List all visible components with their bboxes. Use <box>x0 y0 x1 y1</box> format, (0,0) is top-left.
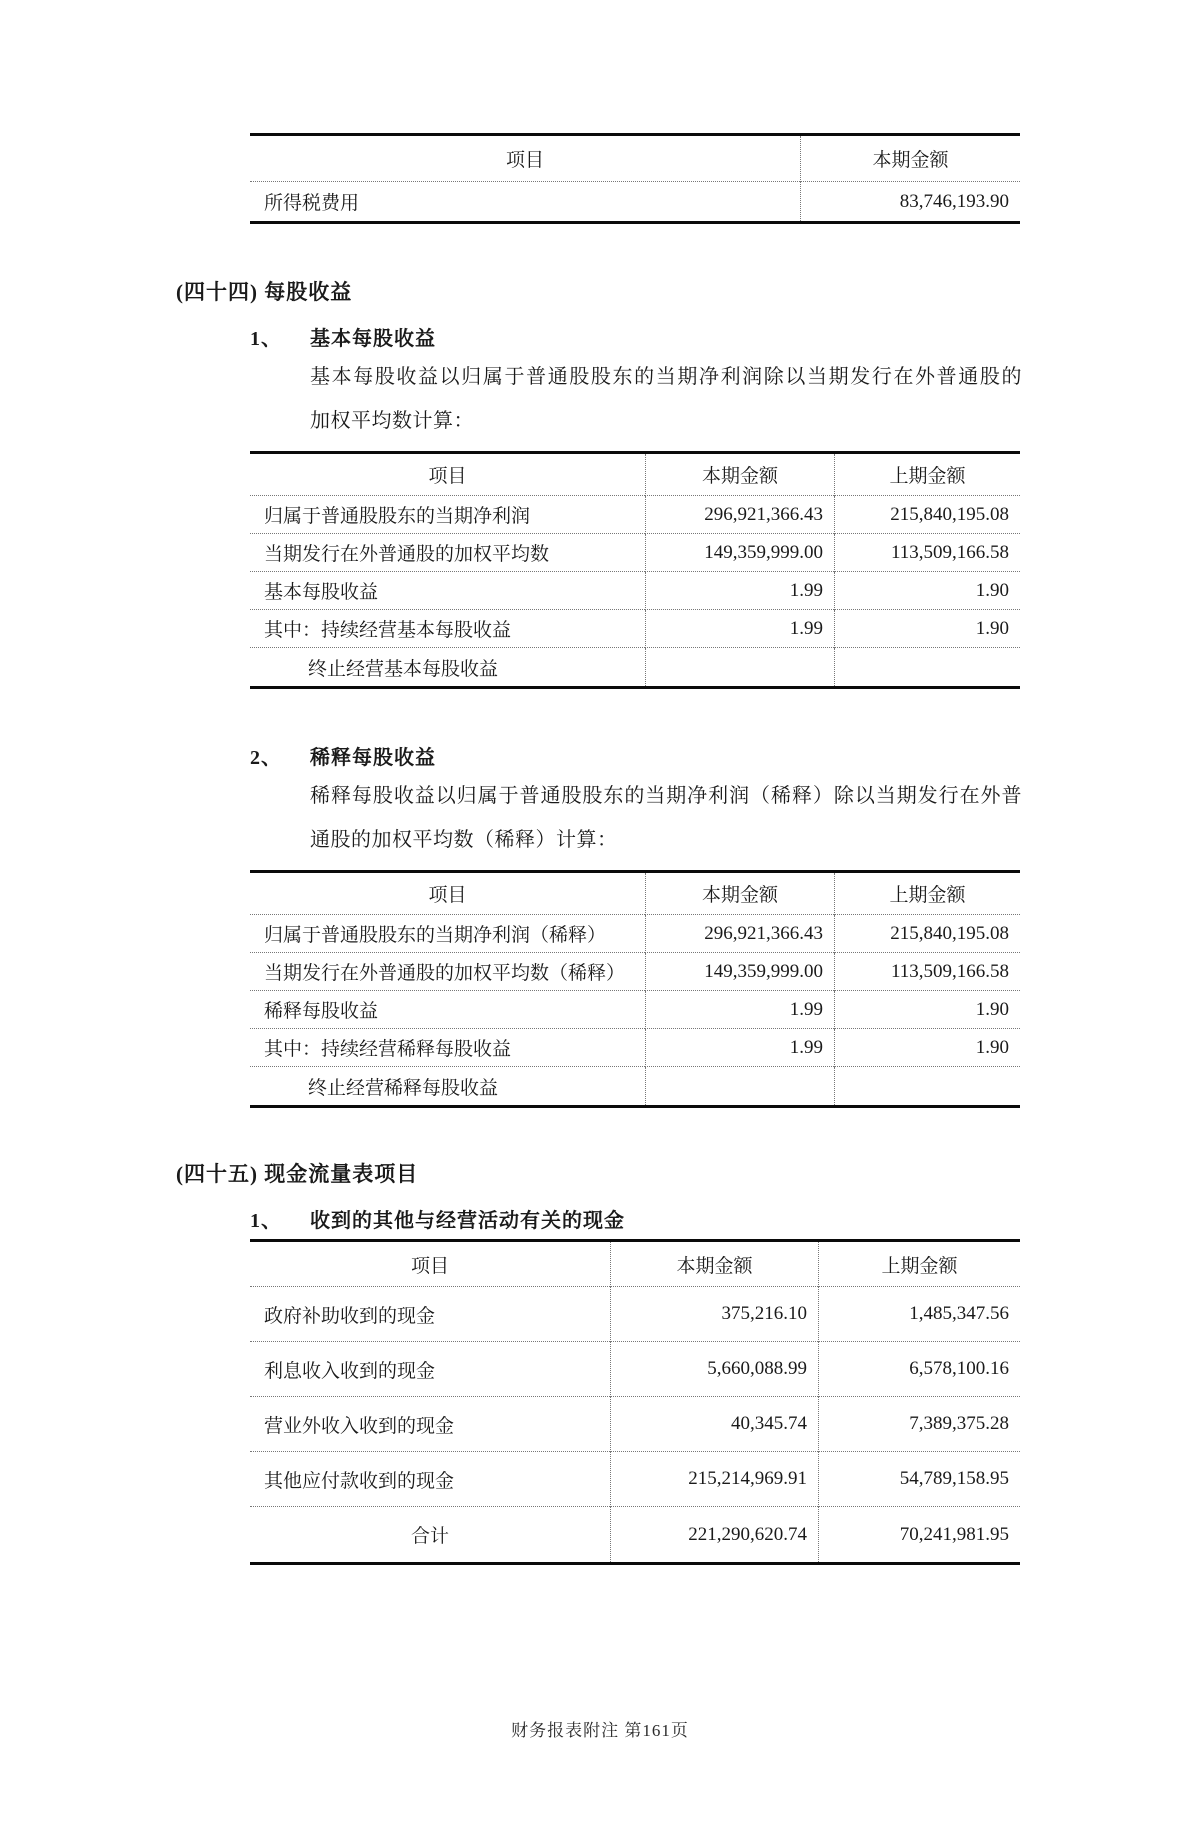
value-prior: 215,840,195.08 <box>834 915 1020 953</box>
diluted-eps-table <box>250 870 1020 1108</box>
row-label: 终止经营基本每股收益 <box>308 658 499 680</box>
value-prior: 7,389,375.28 <box>818 1397 1020 1452</box>
subsection-title: 稀释每股收益 <box>310 747 436 769</box>
column-header-current-amount: 本期金额 <box>800 136 1020 182</box>
column-header-current-amount: 本期金额 <box>645 454 834 496</box>
income-tax-table <box>250 133 1020 224</box>
value-current: 40,345.74 <box>610 1397 818 1452</box>
section-heading-eps: (四十四) 每股收益 <box>176 280 353 304</box>
row-label: 利息收入收到的现金 <box>250 1342 610 1397</box>
row-label: 当期发行在外普通股的加权平均数（稀释） <box>250 953 645 991</box>
value-prior: 215,840,195.08 <box>834 496 1020 534</box>
column-header-current-amount: 本期金额 <box>610 1242 818 1287</box>
column-header-item: 项目 <box>250 1242 610 1287</box>
diluted-eps-description <box>310 774 1022 862</box>
basic-eps-table <box>250 451 1020 689</box>
row-label: 稀释每股收益 <box>250 991 645 1029</box>
row-label-income-tax: 所得税费用 <box>264 193 360 214</box>
value-prior: 54,789,158.95 <box>818 1452 1020 1507</box>
description-line: 稀释每股收益以归属于普通股股东的当期净利润（稀释）除以当期发行在外普 <box>310 785 1022 807</box>
row-label: 归属于普通股股东的当期净利润（稀释） <box>250 915 645 953</box>
value-total-prior: 70,241,981.95 <box>818 1507 1020 1562</box>
value-prior: 1.90 <box>834 610 1020 648</box>
value-income-tax-current: 83,746,193.90 <box>800 182 1020 221</box>
value-prior: 6,578,100.16 <box>818 1342 1020 1397</box>
page-footer: 财务报表附注 第161页 <box>511 1721 689 1740</box>
row-label: 终止经营稀释每股收益 <box>308 1077 499 1099</box>
row-label: 归属于普通股股东的当期净利润 <box>250 496 645 534</box>
column-header-current-amount: 本期金额 <box>645 873 834 915</box>
value-current: 215,214,969.91 <box>610 1452 818 1507</box>
row-label: 基本每股收益 <box>250 572 645 610</box>
row-label: 其中：持续经营稀释每股收益 <box>250 1029 645 1067</box>
value-current: 1.99 <box>645 610 834 648</box>
row-label: 其中：持续经营基本每股收益 <box>250 610 645 648</box>
section-heading-cashflow: (四十五) 现金流量表项目 <box>176 1162 419 1186</box>
subsection-title: 收到的其他与经营活动有关的现金 <box>310 1210 625 1232</box>
value-current: 149,359,999.00 <box>645 534 834 572</box>
value-prior: 113,509,166.58 <box>834 534 1020 572</box>
value-current: 149,359,999.00 <box>645 953 834 991</box>
column-header-prior-amount: 上期金额 <box>834 873 1020 915</box>
column-header-item: 项目 <box>250 136 800 182</box>
subsection-index: 1、 <box>250 1210 282 1232</box>
subsection-index: 1、 <box>250 328 282 350</box>
value-current <box>645 648 834 686</box>
subsection-index: 2、 <box>250 747 282 769</box>
value-prior: 1.90 <box>834 991 1020 1029</box>
value-prior <box>834 648 1020 686</box>
value-prior: 113,509,166.58 <box>834 953 1020 991</box>
value-current <box>645 1067 834 1105</box>
subsection-heading-diluted-eps <box>250 741 1200 770</box>
column-header-item: 项目 <box>250 873 645 915</box>
subsection-heading-basic-eps <box>250 322 1200 351</box>
row-label: 政府补助收到的现金 <box>250 1287 610 1342</box>
row-label-total: 合计 <box>410 1526 449 1547</box>
value-current: 296,921,366.43 <box>645 496 834 534</box>
value-prior: 1.90 <box>834 1029 1020 1067</box>
subsection-heading-other-cash <box>250 1204 1200 1233</box>
value-prior <box>834 1067 1020 1105</box>
basic-eps-description <box>310 355 1022 443</box>
value-prior: 1,485,347.56 <box>818 1287 1020 1342</box>
other-operating-cash-table <box>250 1239 1020 1565</box>
row-label: 其他应付款收到的现金 <box>250 1452 610 1507</box>
column-header-prior-amount: 上期金额 <box>834 454 1020 496</box>
value-total-current: 221,290,620.74 <box>610 1507 818 1562</box>
value-prior: 1.90 <box>834 572 1020 610</box>
description-line: 加权平均数计算： <box>310 410 474 432</box>
column-header-item: 项目 <box>250 454 645 496</box>
description-line: 通股的加权平均数（稀释）计算： <box>310 829 618 851</box>
value-current: 1.99 <box>645 1029 834 1067</box>
row-label: 营业外收入收到的现金 <box>250 1397 610 1452</box>
subsection-title: 基本每股收益 <box>310 328 436 350</box>
value-current: 5,660,088.99 <box>610 1342 818 1397</box>
value-current: 375,216.10 <box>610 1287 818 1342</box>
column-header-prior-amount: 上期金额 <box>818 1242 1020 1287</box>
value-current: 1.99 <box>645 991 834 1029</box>
value-current: 1.99 <box>645 572 834 610</box>
value-current: 296,921,366.43 <box>645 915 834 953</box>
document-page <box>0 133 1200 1829</box>
description-line: 基本每股收益以归属于普通股股东的当期净利润除以当期发行在外普通股的 <box>310 366 1022 388</box>
row-label: 当期发行在外普通股的加权平均数 <box>250 534 645 572</box>
